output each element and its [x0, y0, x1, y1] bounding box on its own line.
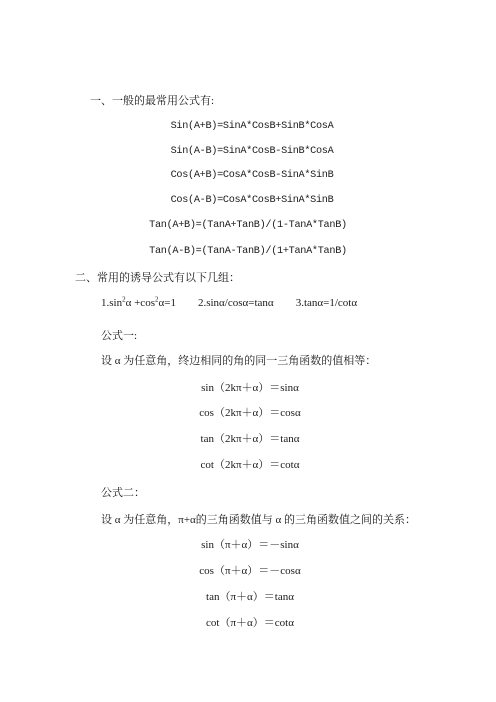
formula-cos-diff: Cos(A-B)=CosA*CosB+SinA*SinB	[170, 195, 334, 206]
formula2-cos: cos（π＋α）＝－cosα	[199, 565, 301, 577]
formula1-sin: sin（2kπ＋α）＝sinα	[201, 382, 299, 394]
formula2-sin: sin（π＋α）＝－sinα	[201, 539, 299, 551]
section2-heading: 二、常用的诱导公式有以下几组：	[75, 272, 240, 284]
formula-tan-sum: Tan(A+B)=(TanA+TanB)/(1-TanA*TanB)	[149, 220, 347, 231]
basic-identities	[101, 297, 357, 309]
formula2-cot: cot（π＋α）＝cotα	[206, 617, 294, 629]
formula-sin-sum: Sin(A+B)=SinA*CosB+SinB*CosA	[170, 121, 334, 132]
formula1-tan: tan（2kπ＋α）＝tanα	[200, 433, 300, 445]
section1-heading: 一、一般的最常用公式有:	[90, 95, 215, 107]
identity-pythagorean: $1.\sin^2\alpha +\cos^2\alpha=1$	[101, 295, 176, 309]
formula2-description: 设 α 为任意角，π+α的三角函数值与 α 的三角函数值之间的关系：	[101, 514, 417, 526]
formula-sin-diff: Sin(A-B)=SinA*CosB-SinB*CosA	[170, 146, 334, 157]
identity-reciprocal: 3.tanα=1/cotα	[295, 297, 358, 309]
formula1-title: 公式一:	[101, 330, 138, 342]
formula-cos-sum: Cos(A+B)=CosA*CosB-SinA*SinB	[170, 170, 334, 181]
formula1-cos: cos（2kπ＋α）＝cosα	[199, 407, 301, 419]
formula2-title: 公式二：	[101, 487, 145, 499]
formula1-cot: cot（2kπ＋α）＝cotα	[200, 459, 300, 471]
formula1-description: 设 α 为任意角，终边相同的角的同一三角函数的值相等：	[101, 355, 377, 367]
formula2-tan: tan（π＋α）＝tanα	[206, 591, 294, 603]
identity-quotient: 2.sinα/cosα=tanα	[197, 297, 274, 309]
formula-tan-diff: Tan(A-B)=(TanA-TanB)/(1+TanA*TanB)	[149, 246, 347, 257]
